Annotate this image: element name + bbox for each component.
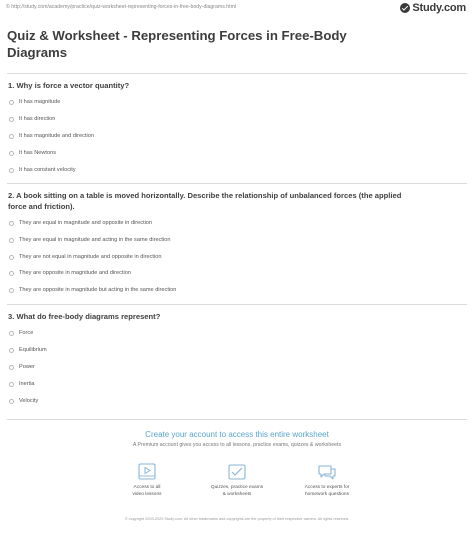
divider	[7, 304, 467, 305]
option-1d[interactable]	[9, 148, 56, 158]
question-1: 1. Why is force a vector quantity?	[8, 81, 130, 90]
option-label: It has direction	[19, 116, 56, 122]
option-label: They are not equal in magnitude and opposite in direction	[19, 254, 162, 260]
option-2c[interactable]	[9, 252, 161, 262]
option-2e[interactable]	[9, 285, 176, 295]
option-3b[interactable]	[9, 345, 47, 355]
option-1b[interactable]	[9, 114, 55, 124]
option-label: Inertia	[19, 381, 35, 387]
option-3e[interactable]	[9, 396, 38, 406]
source-url: © http://study.com/academy/practice/quiz-worksheet-representing-forces-in-free-body-diagrams.html	[6, 4, 237, 10]
feature-video-lessons	[102, 461, 192, 498]
feature-label-line-1: Access to all	[133, 485, 161, 490]
feature-label	[102, 485, 192, 498]
checkmark-logo-icon	[400, 3, 410, 13]
divider	[7, 183, 467, 184]
question-2	[8, 190, 468, 212]
divider	[7, 73, 467, 74]
option-label: They are opposite in magnitude and direction	[19, 270, 131, 276]
radio-icon[interactable]	[9, 348, 14, 353]
radio-icon[interactable]	[9, 271, 14, 276]
option-3d[interactable]	[9, 379, 35, 389]
radio-icon[interactable]	[9, 134, 14, 139]
question-2-line-2: force and friction).	[8, 202, 75, 211]
option-label: It has magnitude and direction	[19, 133, 94, 139]
top-bar	[0, 0, 474, 18]
option-2b[interactable]	[9, 235, 170, 245]
title-line-2: Diagrams	[7, 44, 68, 60]
radio-icon[interactable]	[9, 382, 14, 387]
feature-label-line-1: Quizzes, practice exams	[210, 485, 264, 490]
option-label: Power	[19, 364, 35, 370]
option-label: Force	[19, 330, 34, 336]
radio-icon[interactable]	[9, 288, 14, 293]
feature-label	[282, 485, 372, 498]
create-account-link[interactable]: Create your account to access this entire worksheet	[145, 430, 329, 439]
study-logo[interactable]	[400, 2, 466, 14]
option-label: Equilibrium	[19, 347, 47, 353]
radio-icon[interactable]	[9, 365, 14, 370]
feature-label-line-2: video lessons	[132, 491, 162, 497]
feature-label-line-2: homework questions	[305, 491, 349, 497]
option-1c[interactable]	[9, 131, 94, 141]
option-label: It has constant velocity	[19, 167, 76, 173]
video-play-icon	[136, 461, 158, 483]
radio-icon[interactable]	[9, 331, 14, 336]
radio-icon[interactable]	[9, 221, 14, 226]
logo-text: Study.com	[412, 2, 466, 14]
radio-icon[interactable]	[9, 399, 14, 404]
expert-chat-icon	[316, 461, 338, 483]
option-1e[interactable]	[9, 165, 76, 175]
option-label: They are opposite in magnitude but acting in the same direction	[19, 287, 177, 293]
radio-icon[interactable]	[9, 151, 14, 156]
option-label: They are equal in magnitude and acting in the same direction	[19, 237, 171, 243]
feature-label-line-1: Access to experts for	[304, 485, 350, 490]
quiz-clipboard-icon	[226, 461, 248, 483]
copyright-footer: © copyright 2003-2020 Study.com. All other trademarks and copyrights are the property of their respective owners. All rights reserved.	[124, 517, 350, 521]
page-title	[7, 28, 407, 61]
radio-icon[interactable]	[9, 117, 14, 122]
feature-label-line-2: & worksheets	[222, 491, 252, 497]
title-line-1: Quiz & Worksheet - Representing Forces in Free-Body	[7, 28, 347, 43]
option-label: They are equal in magnitude and opposite in direction	[19, 220, 153, 226]
question-2-line-1: 2. A book sitting on a table is moved horizontally. Describe the relationship of unbalanced forces (the applied	[8, 191, 402, 200]
radio-icon[interactable]	[9, 255, 14, 260]
premium-description: A Premium account gives you access to all lessons, practice exams, quizzes & worksheets	[132, 442, 342, 448]
radio-icon[interactable]	[9, 100, 14, 105]
divider	[7, 419, 467, 420]
option-3a[interactable]	[9, 328, 33, 338]
feature-experts	[282, 461, 372, 498]
question-3: 3. What do free-body diagrams represent?	[8, 312, 161, 321]
option-label: It has Newtons	[19, 150, 56, 156]
radio-icon[interactable]	[9, 168, 14, 173]
option-label: It has magnitude	[19, 99, 61, 105]
radio-icon[interactable]	[9, 238, 14, 243]
option-1a[interactable]	[9, 97, 60, 107]
feature-quizzes	[192, 461, 282, 498]
option-label: Velocity	[19, 398, 39, 404]
option-2a[interactable]	[9, 218, 152, 228]
option-2d[interactable]	[9, 268, 131, 278]
option-3c[interactable]	[9, 362, 35, 372]
feature-label	[192, 485, 282, 498]
